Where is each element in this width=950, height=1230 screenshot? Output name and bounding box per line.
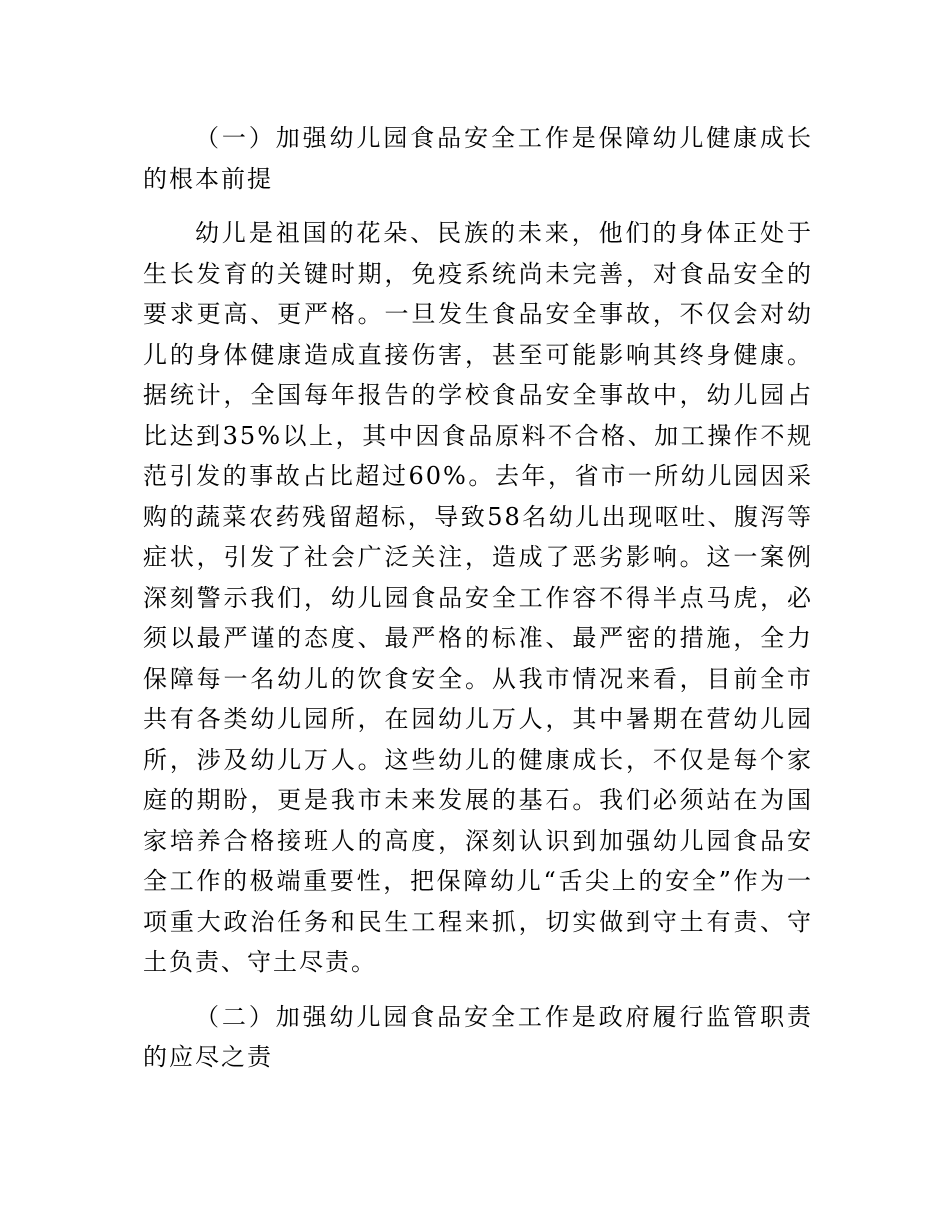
section-heading-2: （二）加强幼儿园食品安全工作是政府履行监管职责的应尽之责 <box>143 1002 813 1071</box>
document-body <box>143 118 813 1078</box>
section-heading-1: （一）加强幼儿园食品安全工作是保障幼儿健康成长的根本前提 <box>143 124 813 193</box>
body-paragraph: 幼儿是祖国的花朵、民族的未来，他们的身体正处于生长发育的关键时期，免疫系统尚未完善，对食品安全的要求更高、更严格。一旦发生食品安全事故，不仅会对幼儿的身体健康造成直接伤害，甚至可能影响其终身健康。据统计，全国每年报告的学校食品安全事故中，幼儿园占比达到35%以上，其中因食品原料不合格、加工操作不规范引发的事故占比超过60%。去年，省市一所幼儿园因采购的蔬菜农药残留超标，导致58名幼儿出现呕吐、腹泻等症状，引发了社会广泛关注，造成了恶劣影响。这一案例深刻警示我们，幼儿园食品安全工作容不得半点马虎，必须以最严谨的态度、最严格的标准、最严密的措施，全力保障每一名幼儿的饮食安全。从我市情况来看，目前全市共有各类幼儿园所，在园幼儿万人，其中暑期在营幼儿园所，涉及幼儿万人。这些幼儿的健康成长，不仅是每个家庭的期盼，更是我市未来发展的基石。我们必须站在为国家培养合格接班人的高度，深刻认识到加强幼儿园食品安全工作的极端重要性，把保障幼儿“舌尖上的安全”作为一项重大政治任务和民生工程来抓，切实做到守土有责、守土负责、守土尽责。 <box>143 219 813 976</box>
